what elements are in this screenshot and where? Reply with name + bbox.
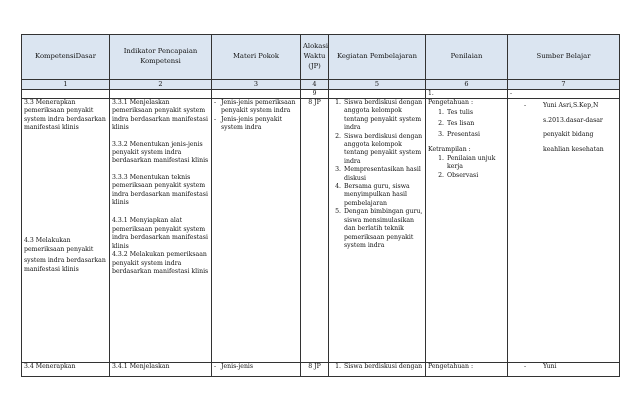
list-item: - Yuni Asri,S.Kep,N s.2013.dasar-dasar penyakit bidang <box>524 102 603 138</box>
table-row <box>22 363 620 377</box>
extra-row <box>22 90 620 99</box>
header-penilaian: Penilaian <box>426 35 508 80</box>
rpp-table <box>21 34 620 377</box>
list-item: 2. Observasi <box>438 171 479 179</box>
penilaian-cell <box>426 99 508 363</box>
indikator-cell: 3.4.1 Menjelaskan <box>110 363 212 377</box>
list-item: 1. Tes tulis <box>438 109 474 117</box>
column-number: 5 <box>329 80 426 90</box>
sumber-item: keahlian kesehatan <box>543 145 604 153</box>
materi-pokok-cell <box>212 99 301 363</box>
indikator-item: 3.3.1 Menjelaskan pemeriksaan penyakit system indra berdasarkan manifestasi klinis <box>112 99 208 132</box>
column-number: 2 <box>110 80 212 90</box>
column-number-row <box>22 80 620 90</box>
materi-pokok-cell <box>212 363 301 377</box>
kd-4-3-line: system indra berdasarkan manifestasi klinis <box>24 257 106 273</box>
column-number: 6 <box>426 80 508 90</box>
alokasi-waktu-cell: 8 JP <box>301 363 329 377</box>
column-number: 1 <box>22 80 110 90</box>
header-indikator: Indikator Pencapaian Kompetensi <box>110 35 212 80</box>
column-number: 3 <box>212 80 301 90</box>
list-item: 2. Siswa berdiskusi dengan anggota kelompok tentang penyakit system indra <box>335 132 423 165</box>
list-item: 3. Presentasi <box>438 131 480 139</box>
column-number: 7 <box>508 80 620 90</box>
list-item: - Yuni <box>524 363 557 370</box>
indikator-cell <box>110 99 212 363</box>
list-item: 3. Mempresentasikan hasil diskusi <box>335 166 421 182</box>
header-sumber-belajar: Sumber Belajar <box>508 35 620 80</box>
indikator-item: 4.3.2 Melakukan pemeriksaan penyakit system indra berdasarkan manifestasi klinis <box>112 251 209 275</box>
list-item: - Jenis-jenis pemeriksaan penyakit system indra <box>214 99 296 115</box>
list-item: 1. Siswa berdiskusi dengan anggota kelompok tentang penyakit system indra <box>335 99 423 132</box>
extra-cell: 9 <box>301 90 329 99</box>
sumber-belajar-cell <box>508 363 620 377</box>
indikator-item: 3.3.2 Menentukan jenis-jenis penyakit system indra berdasarkan manifestasi klinis <box>112 140 209 165</box>
header-kompetensi-dasar: KompetensiDasar <box>22 35 110 80</box>
list-item: 2. Tes lisan <box>438 120 475 128</box>
kd-3-3: 3.3 Menerapkan pemeriksaan penyakit system indra berdasarkan manifestasi klinis <box>24 99 106 132</box>
indikator-item: 3.3.3 Menentukan teknis pemeriksaan penyakit system indra berdasarkan manifestasi klinis <box>112 173 208 207</box>
list-item: 5. Dengan bimbingan guru, siswa mensimulasikan dan berlatih teknik pemeriksaan penyakit system indra <box>335 208 423 249</box>
header-row <box>22 35 620 80</box>
header-kegiatan: Kegiatan Pembelajaran <box>329 35 426 80</box>
kompetensi-dasar-cell: 3.4 Menerapkan <box>22 363 110 377</box>
kegiatan-cell <box>329 99 426 363</box>
column-number: 4 <box>301 80 329 90</box>
list-item: 4. Bersama guru, siswa menyimpulkan hasil pembelajaran <box>335 183 410 207</box>
kd-4-3-line: 4.3 Melakukan <box>24 236 71 244</box>
penilaian-heading: Pengetahuan : <box>428 99 474 106</box>
list-item: 1. Siswa berdiskusi dengan <box>335 363 423 370</box>
indikator-item: 4.3.1 Menyiapkan alat pemeriksaan penyakit system indra berdasarkan manifestasi klinis <box>112 217 208 250</box>
extra-cell: - <box>508 90 620 99</box>
list-item: - Jenis-jenis <box>214 363 254 370</box>
sumber-belajar-cell <box>508 99 620 363</box>
penilaian-cell: Pengetahuan : <box>426 363 508 377</box>
kd-4-3-line: pemeriksaan penyakit <box>24 246 94 254</box>
alokasi-waktu-cell: 8 JP <box>301 99 329 363</box>
table-row <box>22 99 620 363</box>
penilaian-heading: Ketrampilan : <box>428 146 471 154</box>
kompetensi-dasar-cell <box>22 99 110 363</box>
list-item: - Jenis-jenis penyakit system indra <box>214 115 283 132</box>
header-materi-pokok: Materi Pokok <box>212 35 301 80</box>
kegiatan-cell <box>329 363 426 377</box>
extra-cell: 1. <box>426 90 508 99</box>
header-alokasi-waktu: Alokasi Waktu (JP) <box>301 35 329 80</box>
list-item: 1. Penilaian unjuk kerja <box>438 154 496 171</box>
